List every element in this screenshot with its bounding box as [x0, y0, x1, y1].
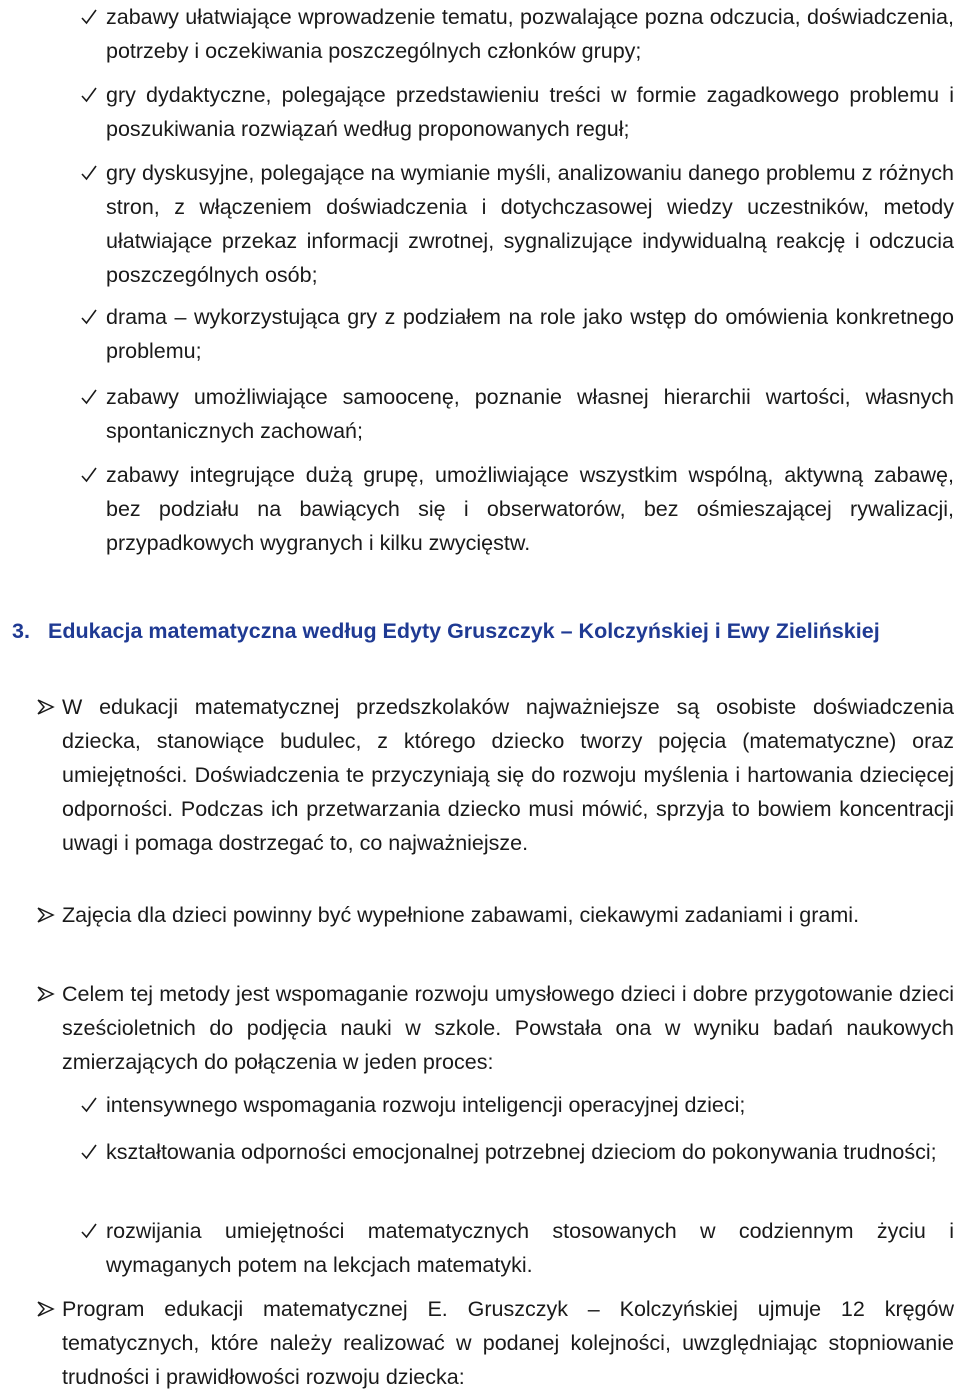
arrow-bullet-icon: [36, 898, 60, 932]
section-number: 3.: [12, 619, 30, 643]
arrow-bullet-icon: [36, 977, 60, 1011]
checkmark-icon: [80, 1088, 104, 1122]
arrow-bullet-icon: [36, 1292, 60, 1326]
arrow-item-text: W edukacji matematycznej przedszkolaków najważniejsze są osobiste doświadczenia dziecka, stanowiące budulec, z którego dziecko tworzy pojęcia (matematyczne) oraz umiejętności. Doświadczenia te przyczyniają się do rozwoju myślenia i hartowania dziecięcej odporności. Podczas ich przetwarzania dziecko musi mówić, sprzyja to bowiem koncentracji uwagi i pomaga dostrzegać to, co najważniejsze.: [62, 695, 954, 855]
checkmark-icon: [80, 300, 104, 334]
list-item-text: zabawy ułatwiające wprowadzenie tematu, pozwalające pozna odczucia, doświadczenia, potrzeby i oczekiwania poszczególnych członków grupy;: [106, 5, 954, 63]
list-item-text: zabawy integrujące dużą grupę, umożliwiające wszystkim wspólną, aktywną zabawę, bez podziału na bawiących się i obserwatorów, bez ośmieszającej rywalizacji, przypadkowych wygranych i kilku zwycięstw.: [106, 463, 954, 555]
list-item-text: zabawy umożliwiające samoocenę, poznanie własnej hierarchii wartości, własnych spontanicznych zachowań;: [106, 385, 954, 443]
list-item: [80, 1135, 954, 1169]
list-item: [80, 458, 954, 560]
list-item-text: rozwijania umiejętności matematycznych stosowanych w codziennym życiu i wymaganych potem na lekcjach matematyki.: [106, 1219, 954, 1277]
arrow-list-item: [36, 977, 954, 1079]
arrow-list-item: [36, 690, 954, 860]
list-item: [80, 380, 954, 448]
arrow-item-text: Zajęcia dla dzieci powinny być wypełnione zabawami, ciekawymi zadaniami i grami.: [62, 903, 860, 927]
checkmark-icon: [80, 156, 104, 190]
list-item-text: gry dydaktyczne, polegające przedstawieniu treści w formie zagadkowego problemu i poszukiwania rozwiązań według proponowanych reguł;: [106, 83, 954, 141]
list-item-text: gry dyskusyjne, polegające na wymianie myśli, analizowaniu danego problemu z różnych stron, z włączeniem doświadczenia i dotychczasowej wiedzy uczestników, metody ułatwiające przekaz informacji zwrotnej, sygnalizujące indywidualną reakcję i odczucia poszczególnych osób;: [106, 161, 954, 287]
checkmark-icon: [80, 78, 104, 112]
section-title: Edukacja matematyczna według Edyty Gruszczyk – Kolczyńskiej i Ewy Zielińskiej: [48, 619, 880, 643]
arrow-list-item: [36, 898, 954, 932]
checkmark-icon: [80, 0, 104, 34]
list-item: [80, 1088, 954, 1122]
arrow-item-text: Celem tej metody jest wspomaganie rozwoju umysłowego dzieci i dobre przygotowanie dzieci sześcioletnich do podjęcia nauki w szkole. Powstała ona w wyniku badań naukowych zmierzających do połączenia w jeden proces:: [62, 982, 954, 1074]
list-item: [80, 1214, 954, 1282]
checkmark-icon: [80, 380, 104, 414]
list-item-text: kształtowania odporności emocjonalnej potrzebnej dzieciom do pokonywania trudności;: [106, 1140, 937, 1164]
list-item-text: intensywnego wspomagania rozwoju inteligencji operacyjnej dzieci;: [106, 1093, 746, 1117]
arrow-item-text: Program edukacji matematycznej E. Gruszczyk – Kolczyńskiej ujmuje 12 kręgów tematycznych, które należy realizować w podanej kolejności, uwzględniając stopniowanie trudności i prawidłowości rozwoju dziecka:: [62, 1297, 954, 1389]
checkmark-icon: [80, 458, 104, 492]
list-item-text: drama – wykorzystująca gry z podziałem na role jako wstęp do omówienia konkretnego problemu;: [106, 305, 954, 363]
section-heading: [12, 614, 954, 648]
arrow-bullet-icon: [36, 690, 60, 724]
list-item: [80, 300, 954, 368]
list-item: [80, 0, 954, 68]
checkmark-icon: [80, 1135, 104, 1169]
list-item: [80, 78, 954, 146]
arrow-list-item: [36, 1292, 954, 1394]
list-item: [80, 156, 954, 292]
checkmark-icon: [80, 1214, 104, 1248]
